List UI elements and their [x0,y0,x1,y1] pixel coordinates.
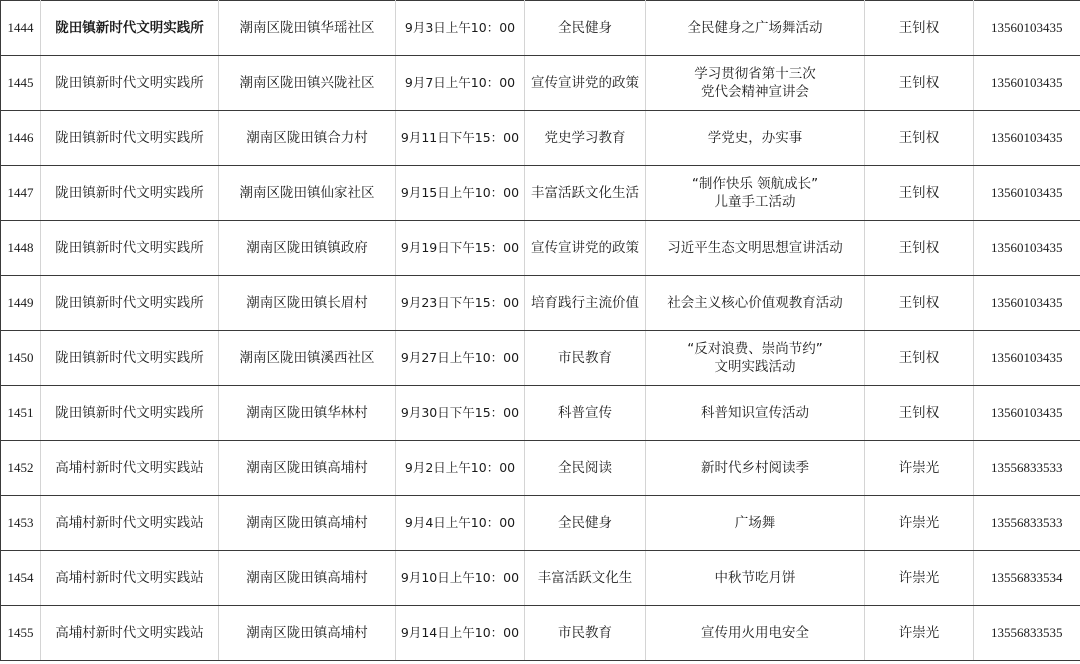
cell-activity [646,276,865,331]
cell-organization: 高埔村新时代文明实践站 [41,496,219,551]
cell-location: 潮南区陇田镇兴陇社区 [219,56,396,111]
activity-line: 习近平生态文明思想宣讲活动 [667,240,843,256]
activity-line: 文明实践活动 [714,359,796,375]
cell-time: 9月10日上午10：00 [396,551,525,606]
activity-line: 党代会精神宣讲会 [701,84,809,100]
activity-line: 全民健身之广场舞活动 [687,20,823,36]
cell-location: 潮南区陇田镇高埔村 [219,496,396,551]
cell-organization: 陇田镇新时代文明实践所 [41,111,219,166]
cell-category: 全民阅读 [525,441,646,496]
cell-phone: 13560103435 [974,276,1080,331]
cell-location: 潮南区陇田镇高埔村 [219,551,396,606]
table-row [1,166,1080,221]
activity-line: 中秋节吃月饼 [714,570,796,586]
cell-activity [646,1,865,56]
cell-contact: 王钊权 [865,1,974,56]
cell-activity [646,166,865,221]
cell-contact: 许崇光 [865,441,974,496]
cell-location: 潮南区陇田镇华瑶社区 [219,1,396,56]
cell-number: 1446 [1,111,41,166]
cell-time: 9月27日上午10：00 [396,331,525,386]
table-row [1,331,1080,386]
cell-category: 全民健身 [525,1,646,56]
cell-activity [646,111,865,166]
cell-phone: 13556833534 [974,551,1080,606]
cell-time: 9月30日下午15：00 [396,386,525,441]
cell-time: 9月23日下午15：00 [396,276,525,331]
cell-category: 宣传宣讲党的政策 [525,221,646,276]
activity-line: 新时代乡村阅读季 [701,460,809,476]
table-row [1,496,1080,551]
cell-time: 9月2日上午10：00 [396,441,525,496]
table-row [1,111,1080,166]
cell-location: 潮南区陇田镇合力村 [219,111,396,166]
cell-category: 丰富活跃文化生 [525,551,646,606]
cell-time: 9月3日上午10：00 [396,1,525,56]
cell-activity [646,441,865,496]
cell-category: 全民健身 [525,496,646,551]
cell-time: 9月7日上午10：00 [396,56,525,111]
cell-category: 市民教育 [525,606,646,661]
cell-activity [646,496,865,551]
cell-time: 9月11日下午15：00 [396,111,525,166]
cell-time: 9月4日上午10：00 [396,496,525,551]
cell-number: 1453 [1,496,41,551]
cell-organization: 陇田镇新时代文明实践所 [41,386,219,441]
table-row [1,56,1080,111]
cell-number: 1447 [1,166,41,221]
activity-line: “制作快乐 领航成长” [691,176,819,192]
cell-activity [646,56,865,111]
cell-contact: 王钊权 [865,166,974,221]
cell-time: 9月19日下午15：00 [396,221,525,276]
cell-category: 党史学习教育 [525,111,646,166]
cell-activity [646,331,865,386]
cell-number: 1445 [1,56,41,111]
cell-contact: 王钊权 [865,221,974,276]
cell-category: 科普宣传 [525,386,646,441]
cell-number: 1444 [1,1,41,56]
cell-contact: 许崇光 [865,551,974,606]
cell-activity [646,606,865,661]
activity-line: 宣传用火用电安全 [701,625,809,641]
table-row [1,441,1080,496]
cell-contact: 许崇光 [865,606,974,661]
table-row [1,606,1080,661]
activity-line: 儿童手工活动 [714,194,796,210]
cell-number: 1451 [1,386,41,441]
cell-activity [646,551,865,606]
cell-phone: 13560103435 [974,56,1080,111]
cell-phone: 13560103435 [974,1,1080,56]
activity-line: 科普知识宣传活动 [701,405,809,421]
cell-location: 潮南区陇田镇华林村 [219,386,396,441]
cell-number: 1450 [1,331,41,386]
cell-organization: 陇田镇新时代文明实践所 [41,221,219,276]
cell-organization: 陇田镇新时代文明实践所 [41,166,219,221]
cell-phone: 13560103435 [974,331,1080,386]
table-row [1,551,1080,606]
cell-contact: 王钊权 [865,331,974,386]
cell-activity [646,221,865,276]
cell-category: 培育践行主流价值 [525,276,646,331]
cell-phone: 13560103435 [974,221,1080,276]
activity-line: 学党史，办实事 [707,130,803,146]
cell-number: 1449 [1,276,41,331]
cell-contact: 王钊权 [865,111,974,166]
cell-organization: 陇田镇新时代文明实践所 [41,56,219,111]
table-row [1,276,1080,331]
cell-category: 市民教育 [525,331,646,386]
cell-location: 潮南区陇田镇溪西社区 [219,331,396,386]
cell-contact: 许崇光 [865,496,974,551]
cell-number: 1455 [1,606,41,661]
cell-organization: 陇田镇新时代文明实践所 [41,1,219,56]
activity-line: 广场舞 [734,515,776,531]
cell-number: 1452 [1,441,41,496]
cell-activity [646,386,865,441]
cell-organization: 陇田镇新时代文明实践所 [41,331,219,386]
table-row [1,221,1080,276]
cell-contact: 王钊权 [865,56,974,111]
cell-time: 9月14日上午10：00 [396,606,525,661]
cell-location: 潮南区陇田镇高埔村 [219,441,396,496]
cell-organization: 高埔村新时代文明实践站 [41,606,219,661]
cell-category: 丰富活跃文化生活 [525,166,646,221]
cell-contact: 王钊权 [865,386,974,441]
cell-category: 宣传宣讲党的政策 [525,56,646,111]
cell-location: 潮南区陇田镇镇政府 [219,221,396,276]
table-row [1,1,1080,56]
cell-organization: 高埔村新时代文明实践站 [41,551,219,606]
cell-organization: 陇田镇新时代文明实践所 [41,276,219,331]
cell-number: 1454 [1,551,41,606]
cell-phone: 13560103435 [974,386,1080,441]
cell-phone: 13560103435 [974,166,1080,221]
cell-phone: 13556833535 [974,606,1080,661]
activity-line: “反对浪费、崇尚节约” [687,341,823,357]
cell-phone: 13556833533 [974,496,1080,551]
cell-contact: 王钊权 [865,276,974,331]
cell-organization: 高埔村新时代文明实践站 [41,441,219,496]
activity-line: 学习贯彻省第十三次 [694,66,816,82]
cell-location: 潮南区陇田镇高埔村 [219,606,396,661]
cell-location: 潮南区陇田镇长眉村 [219,276,396,331]
cell-number: 1448 [1,221,41,276]
cell-phone: 13560103435 [974,111,1080,166]
cell-location: 潮南区陇田镇仙家社区 [219,166,396,221]
cell-phone: 13556833533 [974,441,1080,496]
table-row [1,386,1080,441]
table-body [1,1,1080,661]
cell-time: 9月15日上午10：00 [396,166,525,221]
activity-line: 社会主义核心价值观教育活动 [667,295,843,311]
